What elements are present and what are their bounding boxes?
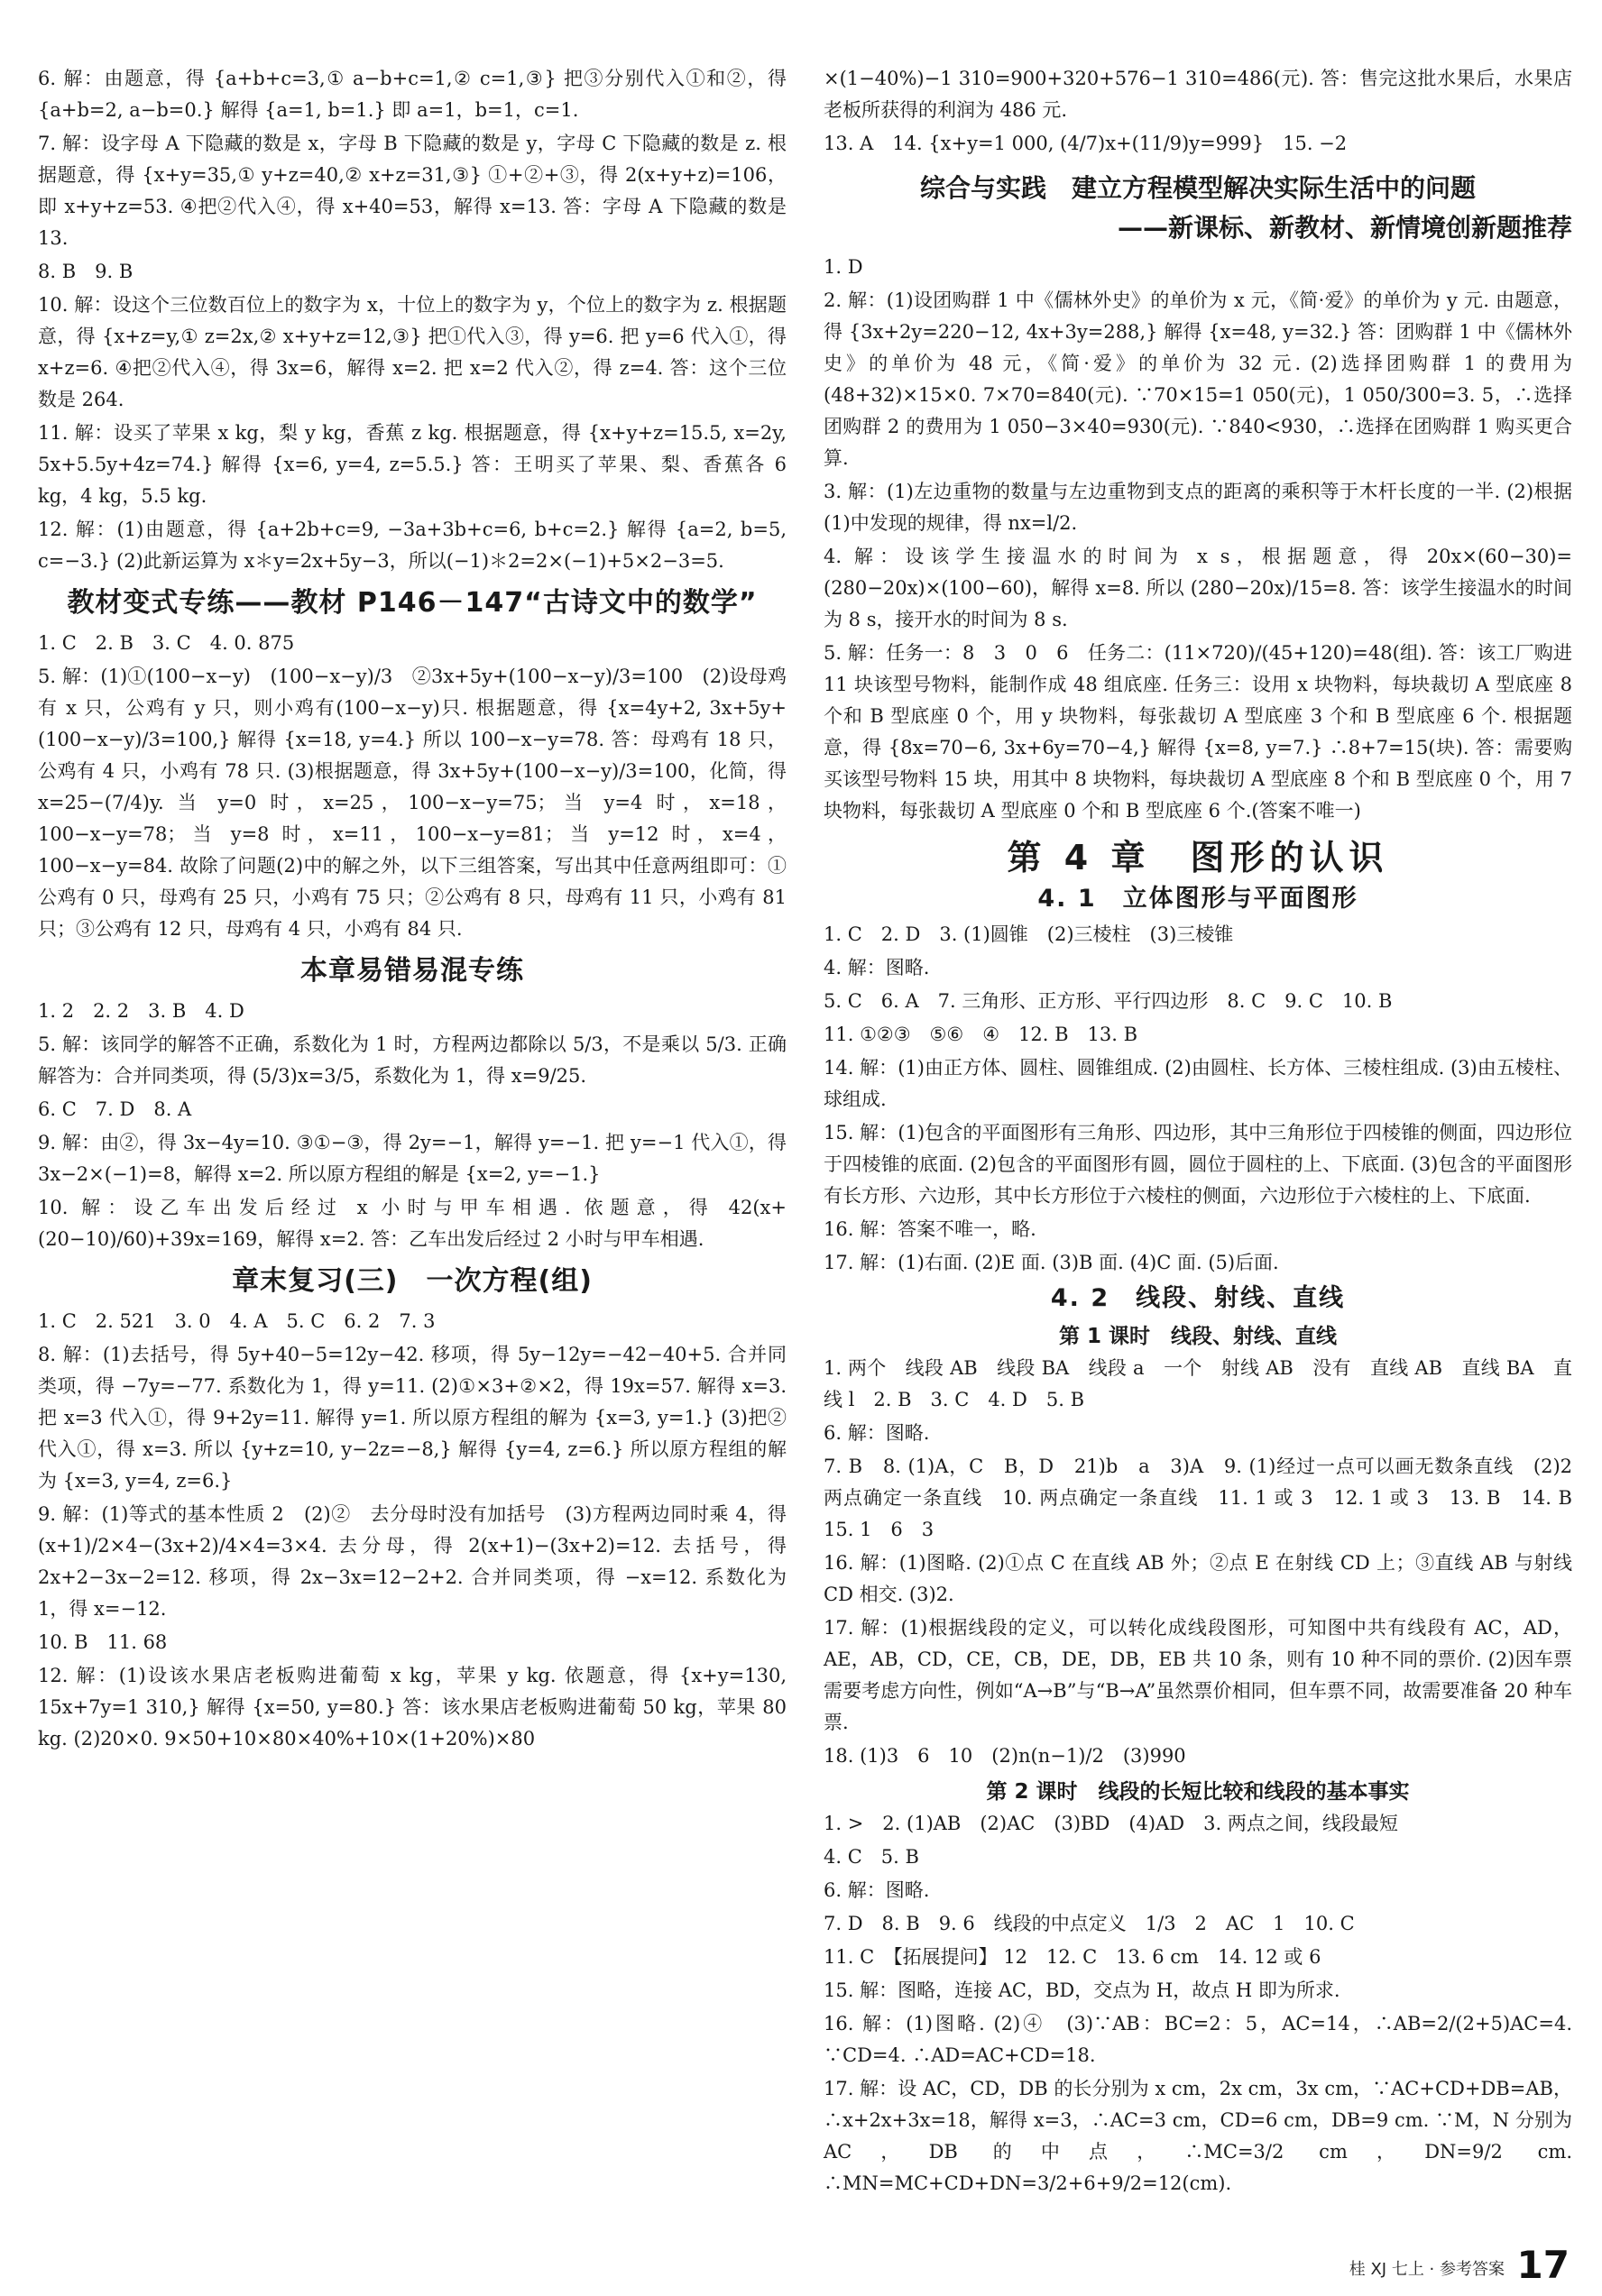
section-heading-chapter-review: 章末复习(三) 一次方程(组)	[232, 1265, 593, 1297]
answer-7: 7. 解：设字母 A 下隐藏的数是 x，字母 B 下隐藏的数是 y，字母 C 下隐藏的数是 z. 根据题意，得 {x+y=35,① y+z=40,② x+z=31,③} ①+②+③，得 2(x+y+z)=106，即 x+y+z=53. ④把②代入④，得 x+40=53，解得 x=13. 答：字母 A 下隐藏的数是 13.	[38, 133, 787, 249]
answer-6: 6. 解：由题意，得 {a+b+c=3,① a−b+c=1,② c=1,③} 把③分别代入①和②，得 {a+b=2, a−b=0.} 解得 {a=1, b=1.} 即 a=1，b=1，c=1.	[38, 68, 787, 121]
mistake-answer-5: 5. 解：该同学的解答不正确，系数化为 1 时，方程两边都除以 5/3，不是乘以 5/3. 正确解答为：合并同类项，得 (5/3)x=3/5，系数化为 1，得 x=9/25.	[38, 1033, 787, 1087]
mistake-answers-1-4: 1. 2 2. 2 3. B 4. D	[38, 1000, 244, 1022]
review-answers-13-15: 13. A 14. {x+y=1 000, (4/7)x+(11/9)y=999} 15. −2	[824, 133, 1348, 154]
left-column	[38, 63, 787, 1757]
l2-answer-17: 17. 解：设 AC，CD，DB 的长分别为 x cm，2x cm，3x cm，∵AC+CD+DB=AB，∴x+2x+3x=18，解得 x=3，∴AC=3 cm，CD=6 cm，DB=9 cm. ∵M，N 分别为 AC，DB 的中点，∴MC=3/2 cm，DN=9/2 cm. ∴MN=MC+CD+DN=3/2+6+9/2=12(cm).	[824, 2078, 1572, 2194]
right-column	[824, 63, 1591, 2201]
mistake-answer-9: 9. 解：由②，得 3x−4y=10. ③①−③，得 2y=−1，解得 y=−1. 把 y=−1 代入①，得 3x−2×(−1)=8，解得 x=2. 所以原方程组的解是 {x=2, y=−1.}	[38, 1132, 787, 1185]
s41-answers-1-3: 1. C 2. D 3. (1)圆锥 (2)三棱柱 (3)三棱锥	[824, 923, 1234, 945]
l2-answer-6: 6. 解：图略.	[824, 1879, 930, 1901]
variant-answer-5: 5. 解：(1)①(100−x−y) (100−x−y)/3 ②3x+5y+(100−x−y)/3=100 (2)设母鸡有 x 只，公鸡有 y 只，则小鸡有(100−x−y)只. 根据题意，得 {x=4y+2, 3x+5y+(100−x−y)/3=100,} 解得 {x=18, y=4.} 所以 100−x−y=78. 答：母鸡有 18 只，公鸡有 4 只，小鸡有 78 只. (3)根据题意，得 3x+5y+(100−x−y)/3=100，化简，得 x=25−(7/4)y. 当 y=0 时，x=25，100−x−y=75；当 y=4 时，x=18，100−x−y=78；当 y=8 时，x=11，100−x−y=81；当 y=12 时，x=4，100−x−y=84. 故除了问题(2)中的解之外，以下三组答案，写出其中任意两组即可：①公鸡有 0 只，母鸡有 25 只，小鸡有 75 只；②公鸡有 8 只，母鸡有 11 只，小鸡有 81 只；③公鸡有 12 只，母鸡有 4 只，小鸡有 84 只.	[38, 666, 787, 940]
lesson-2-heading: 第 2 课时 线段的长短比较和线段的基本事实	[986, 1780, 1410, 1804]
s41-answers-11-13: 11. ①②③ ⑤⑥ ④ 12. B 13. B	[824, 1024, 1138, 1045]
s41-answer-14: 14. 解：(1)由正方体、圆柱、圆锥组成. (2)由圆柱、长方体、三棱柱组成. (3)由五棱柱、球组成.	[824, 1057, 1572, 1110]
section-4-1-heading: 4. 1 立体图形与平面图形	[1037, 885, 1358, 913]
l2-answers-1-3: 1. > 2. (1)AB (2)AC (3)BD (4)AD 3. 两点之间，线段最短	[824, 1813, 1398, 1834]
page-number: 17	[1516, 2243, 1570, 2287]
s41-answer-17: 17. 解：(1)右面. (2)E 面. (3)B 面. (4)C 面. (5)后面.	[824, 1252, 1279, 1273]
variant-answers-1-4: 1. C 2. B 3. C 4. 0. 875	[38, 632, 295, 654]
l2-answer-15: 15. 解：图略，连接 AC，BD，交点为 H，故点 H 即为所求.	[824, 1979, 1340, 2001]
l2-answers-4-5: 4. C 5. B	[824, 1846, 919, 1868]
l1-answers-7-15: 7. B 8. (1)A，C B，D 21)b a 3)A 9. (1)经过一点可以画无数条直线 (2)2 两点确定一条直线 10. 两点确定一条直线 11. 1 或 3 12. 1 或 3 13. B 14. B 15. 1 6 3	[824, 1456, 1591, 1540]
l1-answer-16: 16. 解：(1)图略. (2)①点 C 在直线 AB 外；②点 E 在射线 CD 上；③直线 AB 与射线 CD 相交. (3)2.	[824, 1552, 1572, 1605]
page-footer	[1227, 2245, 1570, 2285]
mistake-answers-6-8: 6. C 7. D 8. A	[38, 1098, 192, 1120]
practice-answer-3: 3. 解：(1)左边重物的数量与左边重物到支点的距离的乘积等于木杆长度的一半. (2)根据(1)中发现的规律，得 nx=l/2.	[824, 481, 1572, 534]
chapter-4-heading: 第 4 章 图形的认识	[1007, 838, 1389, 877]
review-answer-9: 9. 解：(1)等式的基本性质 2 (2)② 去分母时没有加括号 (3)方程两边同时乘 4，得 (x+1)/2×4−(3x+2)/4×4=3×4. 去分母，得 2(x+1)−(3x+2)=12. 去括号，得 2x+2−3x−2=12. 移项，得 2x−3x=12−2+2. 合并同类项，得 −x=12. 系数化为 1，得 x=−12.	[38, 1503, 787, 1620]
l2-answer-16: 16. 解：(1)图略. (2)④ (3)∵AB：BC=2：5，AC=14，∴AB=2/(2+5)AC=4. ∵CD=4. ∴AD=AC+CD=18.	[824, 2013, 1572, 2066]
answer-12: 12. 解：(1)由题意，得 {a+2b+c=9, −3a+3b+c=6, b+c=2.} 解得 {a=2, b=5, c=−3.} (2)此新运算为 x＊y=2x+5y−3，所以(−1)＊2=2×(−1)+5×2−3=5.	[38, 519, 787, 572]
answer-8-9: 8. B 9. B	[38, 261, 134, 282]
review-answers-10-11: 10. B 11. 68	[38, 1631, 168, 1653]
section-4-2-heading: 4. 2 线段、射线、直线	[1050, 1284, 1346, 1312]
s41-answers-5-10: 5. C 6. A 7. 三角形、正方形、平行四边形 8. C 9. C 10. B	[824, 990, 1393, 1012]
l2-answers-7-10: 7. D 8. B 9. 6 线段的中点定义 1/3 2 AC 1 10. C	[824, 1913, 1355, 1934]
footer-label: 桂 XJ 七上 · 参考答案	[1349, 2260, 1505, 2279]
s41-answer-16: 16. 解：答案不唯一，略.	[824, 1218, 1036, 1240]
s41-answer-4: 4. 解：图略.	[824, 957, 930, 978]
practice-answer-5: 5. 解：任务一：8 3 0 6 任务二：(11×720)/(45+120)=48(组). 答：该工厂购进 11 块该型号物料，能制作成 48 组底座. 任务三：设用 x 块物料，每块裁切 A 型底座 8 个和 B 型底座 0 个，用 y 块物料，每张裁切 A 型底座 3 个和 B 型底座 6 个. 根据题意，得 {8x=70−6, 3x+6y=70−4,} 解得 {x=8, y=7.} ∴8+7=15(块). 答：需要购买该型号物料 15 块，用其中 8 块物料，每块裁切 A 型底座 8 个和 B 型底座 0 个，用 7 块物料，每张裁切 A 型底座 0 个和 B 型底座 6 个.(答案不唯一)	[824, 642, 1572, 822]
section-subheading-practice: ——新课标、新教材、新情境创新题推荐	[1117, 213, 1572, 243]
review-answers-1-7: 1. C 2. 521 3. 0 4. A 5. C 6. 2 7. 3	[38, 1310, 436, 1332]
practice-answer-1: 1. D	[824, 256, 863, 278]
section-heading-textbook-variants: 教材变式专练——教材 P146－147“古诗文中的数学”	[67, 587, 758, 619]
l1-answers-1-5: 1. 两个 线段 AB 线段 BA 线段 a 一个 射线 AB 没有 直线 AB 直线 BA 直线 l 2. B 3. C 4. D 5. B	[824, 1357, 1572, 1410]
l2-answers-11-14: 11. C 【拓展提问】 12 12. C 13. 6 cm 14. 12 或 6	[824, 1946, 1321, 1968]
s41-answer-15: 15. 解：(1)包含的平面图形有三角形、四边形，其中三角形位于四棱锥的侧面，四边形位于四棱锥的底面. (2)包含的平面图形有圆，圆位于圆柱的上、下底面. (3)包含的平面图形有长方形、六边形，其中长方形位于六棱柱的侧面，六边形位于六棱柱的上、下底面.	[824, 1122, 1572, 1207]
l1-answer-18: 18. (1)3 6 10 (2)n(n−1)/2 (3)990	[824, 1745, 1186, 1767]
practice-answer-2: 2. 解：(1)设团购群 1 中《儒林外史》的单价为 x 元，《简·爱》的单价为 y 元. 由题意，得 {3x+2y=220−12, 4x+3y=288,} 解得 {x=48, y=32.} 答：团购群 1 中《儒林外史》的单价为 48 元，《简·爱》的单价为 32 元. (2)选择团购群 1 的费用为(48+32)×15×0. 7×70=840(元). ∵70×15=1 050(元)，1 050/300=3. 5，∴选择团购群 2 的费用为 1 050−3×40=930(元). ∵840<930，∴选择在团购群 1 购买更合算.	[824, 289, 1572, 469]
l1-answer-17: 17. 解：(1)根据线段的定义，可以转化成线段图形，可知图中共有线段有 AC，AD，AE，AB，CD，CE，CB，DE，DB，EB 共 10 条，则有 10 种不同的票价. (2)因车票需要考虑方向性，例如“A→B”与“B→A”虽然票价相同，但车票不同，故需要准备 20 种车票.	[824, 1617, 1572, 1733]
l1-answer-6: 6. 解：图略.	[824, 1422, 930, 1444]
lesson-1-heading: 第 1 课时 线段、射线、直线	[1058, 1325, 1338, 1348]
review-answer-12: 12. 解：(1)设该水果店老板购进葡萄 x kg，苹果 y kg. 依题意，得 {x+y=130, 15x+7y=1 310,} 解得 {x=50, y=80.} 答：该水果店老板购进葡萄 50 kg，苹果 80 kg. (2)20×0. 9×50+10×80×40%+10×(1+20%)×80	[38, 1665, 787, 1750]
section-heading-common-mistakes: 本章易错易混专练	[300, 955, 524, 987]
review-answer-12-continued: ×(1−40%)−1 310=900+320+576−1 310=486(元). 答：售完这批水果后，水果店老板所获得的利润为 486 元.	[824, 68, 1572, 121]
review-answer-8: 8. 解：(1)去括号，得 5y+40−5=12y−42. 移项，得 5y−12y=−42−40+5. 合并同类项，得 −7y=−77. 系数化为 1，得 y=11. (2)①×3+②×2，得 19x=57. 解得 x=3. 把 x=3 代入①，得 9+2y=11. 解得 y=1. 所以原方程组的解为 {x=3, y=1.} (3)把②代入①，得 x=3. 所以 {y+z=10, y−2z=−8,} 解得 {y=4, z=6.} 所以原方程组的解为 {x=3, y=4, z=6.}	[38, 1344, 787, 1492]
practice-answer-4: 4. 解：设该学生接温水的时间为 x s，根据题意，得 20x×(60−30)=(280−20x)×(100−60)，解得 x=8. 所以 (280−20x)/15=8. 答：该学生接温水的时间为 8 s，接开水的时间为 8 s.	[824, 546, 1572, 630]
answer-10: 10. 解：设这个三位数百位上的数字为 x，十位上的数字为 y，个位上的数字为 z. 根据题意，得 {x+z=y,① z=2x,② x+y+z=12,③} 把①代入③，得 y=6. 把 y=6 代入①，得 x+z=6. ④把②代入④，得 3x=6，解得 x=2. 把 x=2 代入②，得 z=4. 答：这个三位数是 264.	[38, 294, 787, 410]
answer-11: 11. 解：设买了苹果 x kg，梨 y kg，香蕉 z kg. 根据题意，得 {x+y+z=15.5, x=2y, 5x+5.5y+4z=74.} 解得 {x=6, y=4, z=5.5.} 答：王明买了苹果、梨、香蕉各 6 kg，4 kg，5.5 kg.	[38, 422, 787, 507]
mistake-answer-10: 10. 解：设乙车出发后经过 x 小时与甲车相遇. 依题意，得 42(x+(20−10)/60)+39x=169，解得 x=2. 答：乙车出发后经过 2 小时与甲车相遇.	[38, 1197, 787, 1250]
section-heading-practice: 综合与实践 建立方程模型解决实际生活中的问题	[919, 173, 1476, 203]
